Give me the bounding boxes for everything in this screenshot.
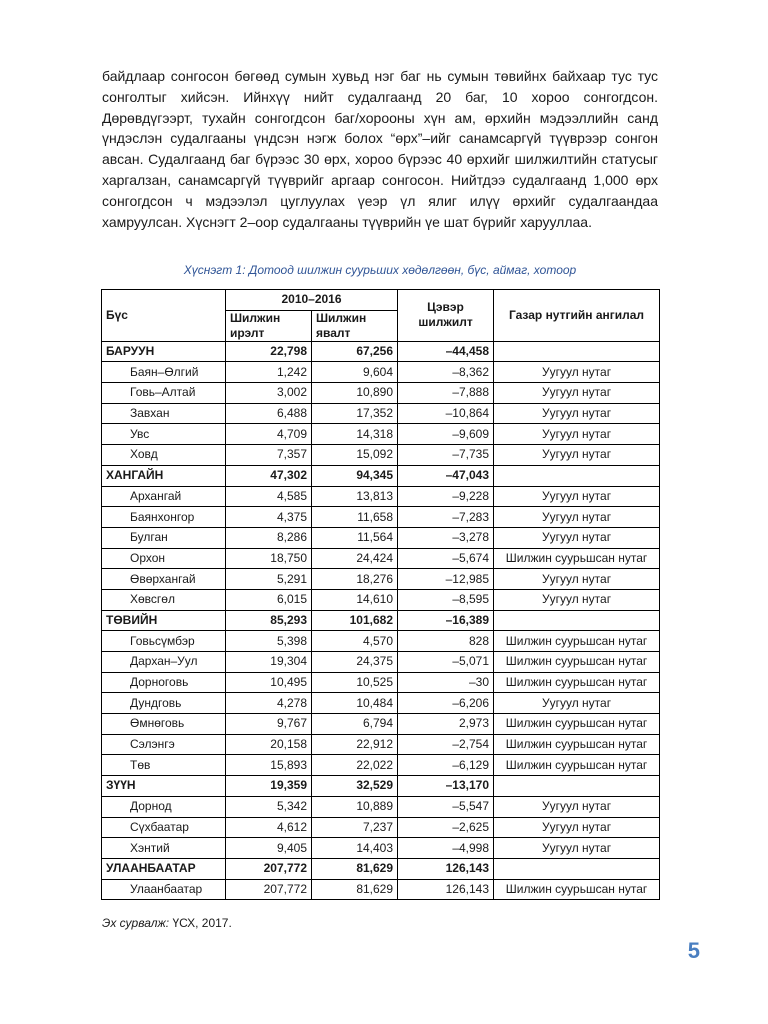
table-row [102,672,660,693]
cell-in-migration: 18,750 [226,548,312,569]
cell-in-migration: 10,495 [226,672,312,693]
cell-classification [494,858,660,879]
table-row [102,548,660,569]
cell-out-migration: 22,912 [312,734,398,755]
cell-out-migration: 10,889 [312,796,398,817]
page-number: 5 [687,938,700,963]
table-row [102,755,660,776]
cell-classification: Уугуул нутаг [494,383,660,404]
cell-in-migration: 1,242 [226,362,312,383]
cell-out-migration: 17,352 [312,403,398,424]
cell-region-name: Өмнөговь [102,714,226,735]
cell-out-migration: 14,610 [312,589,398,610]
cell-in-migration: 5,342 [226,796,312,817]
cell-region-name: Сэлэнгэ [102,734,226,755]
cell-classification: Уугуул нутаг [494,507,660,528]
cell-out-migration: 94,345 [312,465,398,486]
header-classification: Газар нутгийн ангилал [494,290,660,342]
cell-region-name: Архангай [102,486,226,507]
cell-region-name: Дундговь [102,693,226,714]
cell-region-name: Өвөрхангай [102,569,226,590]
cell-region-name: Ховд [102,445,226,466]
cell-out-migration: 32,529 [312,776,398,797]
cell-in-migration: 9,405 [226,838,312,859]
table-row [102,652,660,673]
body-paragraph: байдлаар сонгосон бөгөөд сумын хувьд нэг баг нь сумын төвийнх байхаар тус тус сонголтыг хийсэн. Ийнхүү нийт судалгаанд 20 баг, 10 хороо сонгогдсон. Дөрөвдүгээрт, тухайн сонгогдсон баг/хорооны хүн ам, өрхийн мэдээллийн санд үндэслэн судалгааны үндсэн нэгж болох “өрх”–ийг санамсаргүй түүврээр сонгон авсан. Судалгаанд баг бүрээс 30 өрх, хороо бүрээс 40 өрхийг шилжилтийн статусыг харгалзан, санамсаргүй түүврийг аргаар сонгосон. Нийтдээ судалгаанд 1,000 өрх сонгогдсон ч мэдээлэл цуглуулах үеэр үл ялиг илүү өрхийг судалгаандаа хамруулсан. Хүснэгт 2–оор судалгааны түүврийн үе шат бүрийг харууллаа. [102,68,658,230]
cell-net-migration: –5,071 [398,652,494,673]
cell-in-migration: 9,767 [226,714,312,735]
table-row [102,445,660,466]
cell-classification: Шилжин суурьшсан нутаг [494,879,660,900]
cell-out-migration: 14,318 [312,424,398,445]
cell-out-migration: 22,022 [312,755,398,776]
cell-net-migration: –7,888 [398,383,494,404]
cell-region-name: Орхон [102,548,226,569]
table-caption: Хүснэгт 1: Дотоод шилжин суурьших хөдөлгөөн, бүс, аймаг, хотоор [183,263,577,277]
cell-region-name: ТӨВИЙН [102,610,226,631]
cell-in-migration: 5,398 [226,631,312,652]
cell-out-migration: 9,604 [312,362,398,383]
cell-classification: Шилжин суурьшсан нутаг [494,548,660,569]
cell-region-name: Сүхбаатар [102,817,226,838]
cell-in-migration: 15,893 [226,755,312,776]
cell-net-migration: –5,674 [398,548,494,569]
table-row [102,631,660,652]
table-row [102,569,660,590]
table-row [102,527,660,548]
cell-classification: Уугуул нутаг [494,445,660,466]
table-row [102,796,660,817]
cell-net-migration: –10,864 [398,403,494,424]
source-note [102,916,232,930]
cell-classification: Уугуул нутаг [494,838,660,859]
cell-classification: Уугуул нутаг [494,403,660,424]
cell-net-migration: –13,170 [398,776,494,797]
cell-in-migration: 4,612 [226,817,312,838]
cell-net-migration: 2,973 [398,714,494,735]
cell-net-migration: –47,043 [398,465,494,486]
cell-net-migration: 126,143 [398,879,494,900]
cell-out-migration: 4,570 [312,631,398,652]
cell-out-migration: 13,813 [312,486,398,507]
cell-region-name: Баянхонгор [102,507,226,528]
cell-classification: Шилжин суурьшсан нутаг [494,652,660,673]
cell-net-migration: –30 [398,672,494,693]
table-header-row [102,290,660,311]
cell-classification: Шилжин суурьшсан нутаг [494,734,660,755]
cell-out-migration: 11,564 [312,527,398,548]
cell-region-name: Говь–Алтай [102,383,226,404]
cell-net-migration: –9,228 [398,486,494,507]
cell-net-migration: –16,389 [398,610,494,631]
cell-out-migration: 18,276 [312,569,398,590]
cell-classification: Уугуул нутаг [494,796,660,817]
source-label: Эх сурвалж: [102,916,170,930]
cell-net-migration: –5,547 [398,796,494,817]
cell-region-name: Төв [102,755,226,776]
cell-net-migration: –6,206 [398,693,494,714]
table-group-row [102,858,660,879]
table-body [102,341,660,900]
table-row [102,714,660,735]
table-group-row [102,776,660,797]
source-text: ҮСХ, 2017. [169,916,232,930]
cell-region-name: ЗҮҮН [102,776,226,797]
cell-classification: Шилжин суурьшсан нутаг [494,714,660,735]
table-row [102,507,660,528]
cell-classification [494,610,660,631]
cell-classification: Уугуул нутаг [494,362,660,383]
cell-in-migration: 20,158 [226,734,312,755]
table-row [102,734,660,755]
cell-net-migration: –3,278 [398,527,494,548]
cell-classification: Шилжин суурьшсан нутаг [494,755,660,776]
cell-out-migration: 81,629 [312,858,398,879]
cell-out-migration: 14,403 [312,838,398,859]
cell-out-migration: 10,484 [312,693,398,714]
table-row [102,693,660,714]
cell-classification: Шилжин суурьшсан нутаг [494,631,660,652]
cell-classification: Уугуул нутаг [494,589,660,610]
cell-classification: Шилжин суурьшсан нутаг [494,672,660,693]
cell-region-name: Дорноговь [102,672,226,693]
cell-in-migration: 4,709 [226,424,312,445]
cell-in-migration: 4,375 [226,507,312,528]
cell-net-migration: –6,129 [398,755,494,776]
table-row [102,383,660,404]
cell-classification: Уугуул нутаг [494,486,660,507]
cell-net-migration: –9,609 [398,424,494,445]
header-net-migration: Цэвэр шилжилт [398,290,494,342]
cell-out-migration: 11,658 [312,507,398,528]
cell-region-name: ХАНГАЙН [102,465,226,486]
cell-region-name: УЛААНБААТАР [102,858,226,879]
cell-region-name: Баян–Өлгий [102,362,226,383]
cell-net-migration: –44,458 [398,341,494,362]
cell-classification: Уугуул нутаг [494,817,660,838]
cell-out-migration: 15,092 [312,445,398,466]
table-row [102,879,660,900]
table-row [102,424,660,445]
cell-net-migration: –2,625 [398,817,494,838]
table-row [102,486,660,507]
cell-net-migration: 828 [398,631,494,652]
cell-in-migration: 8,286 [226,527,312,548]
cell-in-migration: 3,002 [226,383,312,404]
cell-net-migration: –8,595 [398,589,494,610]
cell-region-name: Улаанбаатар [102,879,226,900]
cell-in-migration: 6,015 [226,589,312,610]
cell-out-migration: 10,890 [312,383,398,404]
cell-classification [494,776,660,797]
cell-region-name: БАРУУН [102,341,226,362]
cell-out-migration: 24,424 [312,548,398,569]
cell-in-migration: 207,772 [226,858,312,879]
migration-table [101,289,660,900]
table-group-row [102,341,660,362]
cell-region-name: Хөвсгөл [102,589,226,610]
cell-classification: Уугуул нутаг [494,424,660,445]
header-out-migration: Шилжин явалт [312,310,398,341]
header-region: Бүс [102,290,226,342]
header-in-migration: Шилжин ирэлт [226,310,312,341]
cell-in-migration: 19,304 [226,652,312,673]
table-row [102,403,660,424]
cell-region-name: Дархан–Уул [102,652,226,673]
cell-out-migration: 101,682 [312,610,398,631]
cell-region-name: Говьсүмбэр [102,631,226,652]
cell-region-name: Завхан [102,403,226,424]
cell-in-migration: 19,359 [226,776,312,797]
cell-in-migration: 47,302 [226,465,312,486]
cell-in-migration: 4,278 [226,693,312,714]
table-row [102,589,660,610]
cell-net-migration: –7,735 [398,445,494,466]
cell-out-migration: 81,629 [312,879,398,900]
cell-in-migration: 207,772 [226,879,312,900]
table-row [102,362,660,383]
cell-out-migration: 7,237 [312,817,398,838]
cell-net-migration: –2,754 [398,734,494,755]
cell-out-migration: 67,256 [312,341,398,362]
cell-net-migration: –8,362 [398,362,494,383]
cell-in-migration: 6,488 [226,403,312,424]
cell-out-migration: 6,794 [312,714,398,735]
header-period: 2010–2016 [226,290,398,311]
cell-region-name: Булган [102,527,226,548]
cell-classification: Уугуул нутаг [494,693,660,714]
cell-in-migration: 22,798 [226,341,312,362]
table-group-row [102,610,660,631]
cell-region-name: Хэнтий [102,838,226,859]
cell-in-migration: 4,585 [226,486,312,507]
cell-classification: Уугуул нутаг [494,527,660,548]
cell-net-migration: –7,283 [398,507,494,528]
cell-classification [494,465,660,486]
cell-region-name: Дорнод [102,796,226,817]
cell-net-migration: –12,985 [398,569,494,590]
cell-in-migration: 85,293 [226,610,312,631]
table-row [102,817,660,838]
cell-out-migration: 24,375 [312,652,398,673]
cell-net-migration: 126,143 [398,858,494,879]
cell-out-migration: 10,525 [312,672,398,693]
cell-classification [494,341,660,362]
cell-net-migration: –4,998 [398,838,494,859]
cell-region-name: Увс [102,424,226,445]
cell-in-migration: 7,357 [226,445,312,466]
table-group-row [102,465,660,486]
table-row [102,838,660,859]
cell-in-migration: 5,291 [226,569,312,590]
cell-classification: Уугуул нутаг [494,569,660,590]
